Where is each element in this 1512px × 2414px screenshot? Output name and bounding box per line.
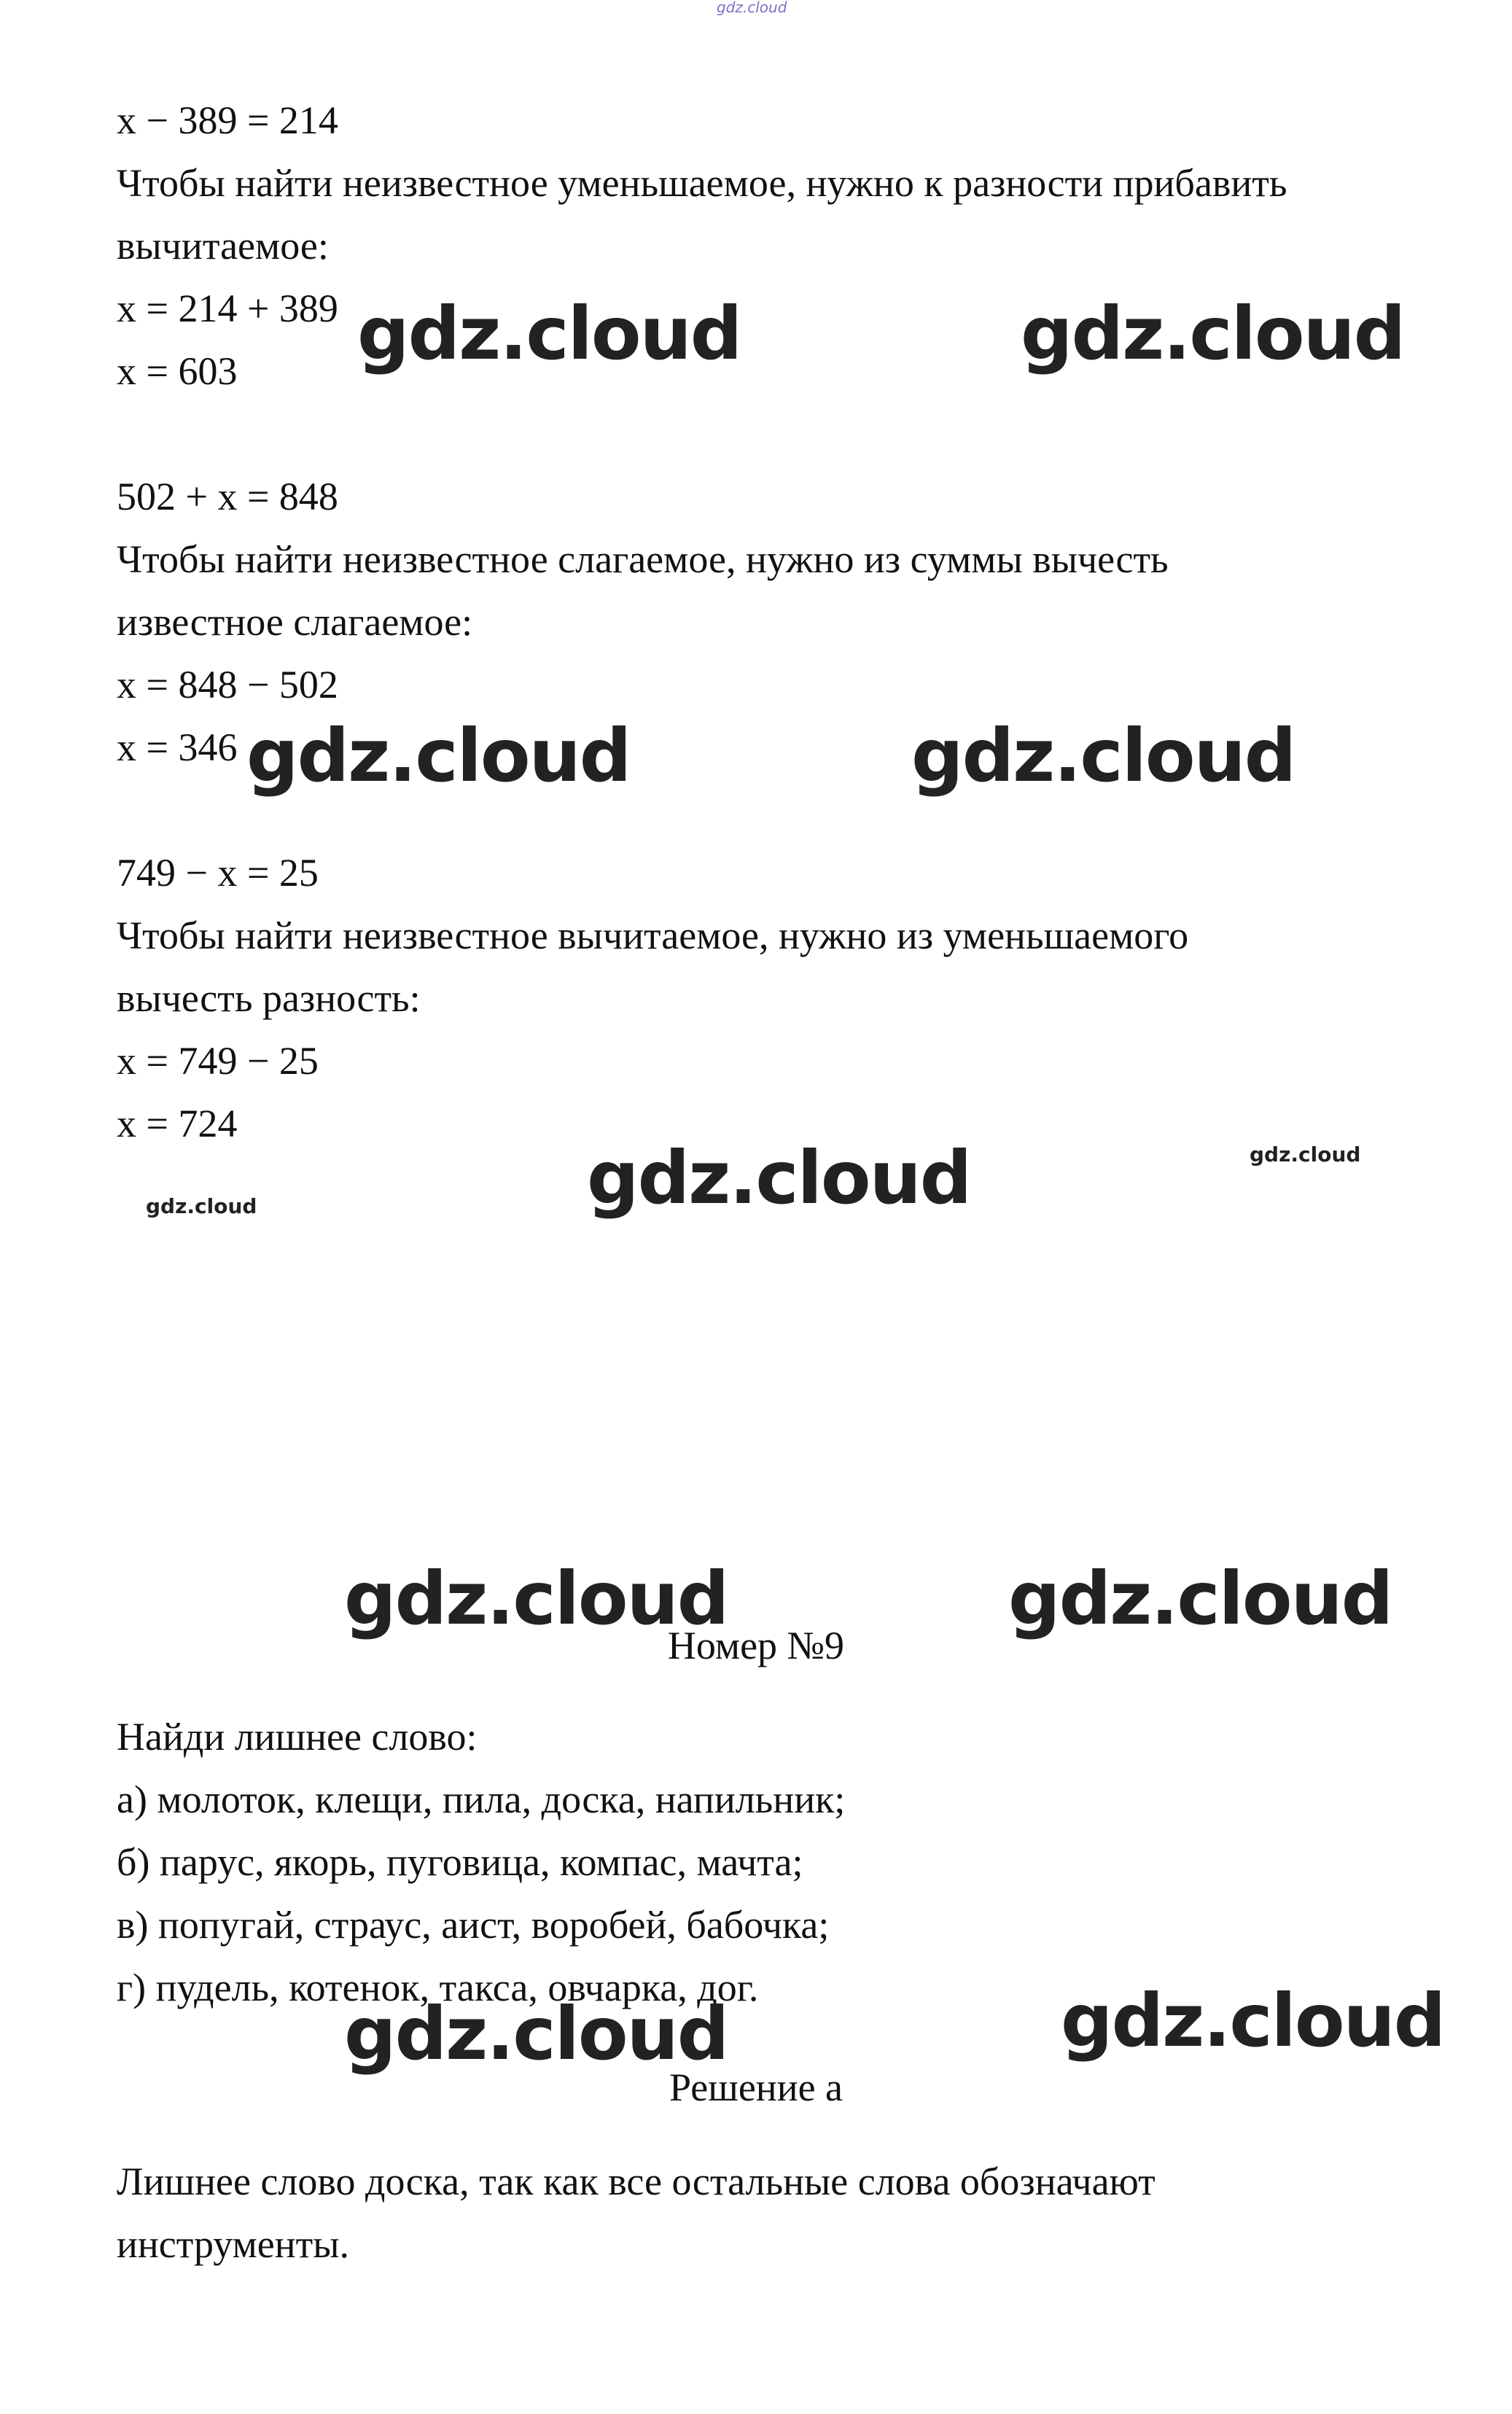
watermark: gdz.cloud xyxy=(1008,1556,1392,1641)
watermark: gdz.cloud xyxy=(344,1991,728,2076)
watermark: gdz.cloud xyxy=(344,1556,728,1641)
equation-1-step: x = 214 + 389 xyxy=(117,287,338,330)
watermark-small: gdz.cloud xyxy=(146,1194,257,1218)
watermark: gdz.cloud xyxy=(911,713,1295,798)
section-heading-number-9: Номер №9 xyxy=(667,1624,845,1667)
task-item-b: б) парус, якорь, пуговица, компас, мачта; xyxy=(117,1840,803,1884)
equation-3-step: x = 749 − 25 xyxy=(117,1039,319,1083)
equation-1-rule-line-2: вычитаемое: xyxy=(117,224,329,268)
equation-2: 502 + x = 848 xyxy=(117,475,338,518)
equation-3: 749 − x = 25 xyxy=(117,851,319,895)
equation-1: x − 389 = 214 xyxy=(117,98,338,142)
equation-2-answer: x = 346 xyxy=(117,725,238,769)
task-title: Найди лишнее слово: xyxy=(117,1715,478,1759)
watermark: gdz.cloud xyxy=(587,1135,971,1220)
equation-1-rule-line-1: Чтобы найти неизвестное уменьшаемое, нужно к разности прибавить xyxy=(117,161,1287,205)
equation-2-step: x = 848 − 502 xyxy=(117,663,338,706)
equation-2-rule-line-2: известное слагаемое: xyxy=(117,600,473,644)
task-item-g: г) пудель, котенок, такса, овчарка, дог. xyxy=(117,1966,759,2009)
watermark: gdz.cloud xyxy=(1021,291,1405,376)
solution-heading: Решение а xyxy=(669,2065,843,2109)
task-item-a: а) молоток, клещи, пила, доска, напильник; xyxy=(117,1778,846,1821)
equation-1-answer: x = 603 xyxy=(117,349,238,393)
solution-text-line-2: инструменты. xyxy=(117,2222,350,2266)
equation-3-rule-line-1: Чтобы найти неизвестное вычитаемое, нужно из уменьшаемого xyxy=(117,914,1189,957)
watermark: gdz.cloud xyxy=(1061,1978,1445,2063)
solution-text-line-1: Лишнее слово доска, так как все остальные слова обозначают xyxy=(117,2160,1156,2203)
equation-2-rule-line-1: Чтобы найти неизвестное слагаемое, нужно из суммы вычесть xyxy=(117,537,1169,581)
equation-3-answer: x = 724 xyxy=(117,1102,238,1145)
watermark: gdz.cloud xyxy=(357,291,741,376)
equation-3-rule-line-2: вычесть разность: xyxy=(117,976,421,1020)
watermark: gdz.cloud xyxy=(246,713,631,798)
watermark-top: gdz.cloud xyxy=(717,0,787,16)
watermark-small: gdz.cloud xyxy=(1250,1142,1361,1167)
task-item-v: в) попугай, страус, аист, воробей, бабочка; xyxy=(117,1903,830,1947)
